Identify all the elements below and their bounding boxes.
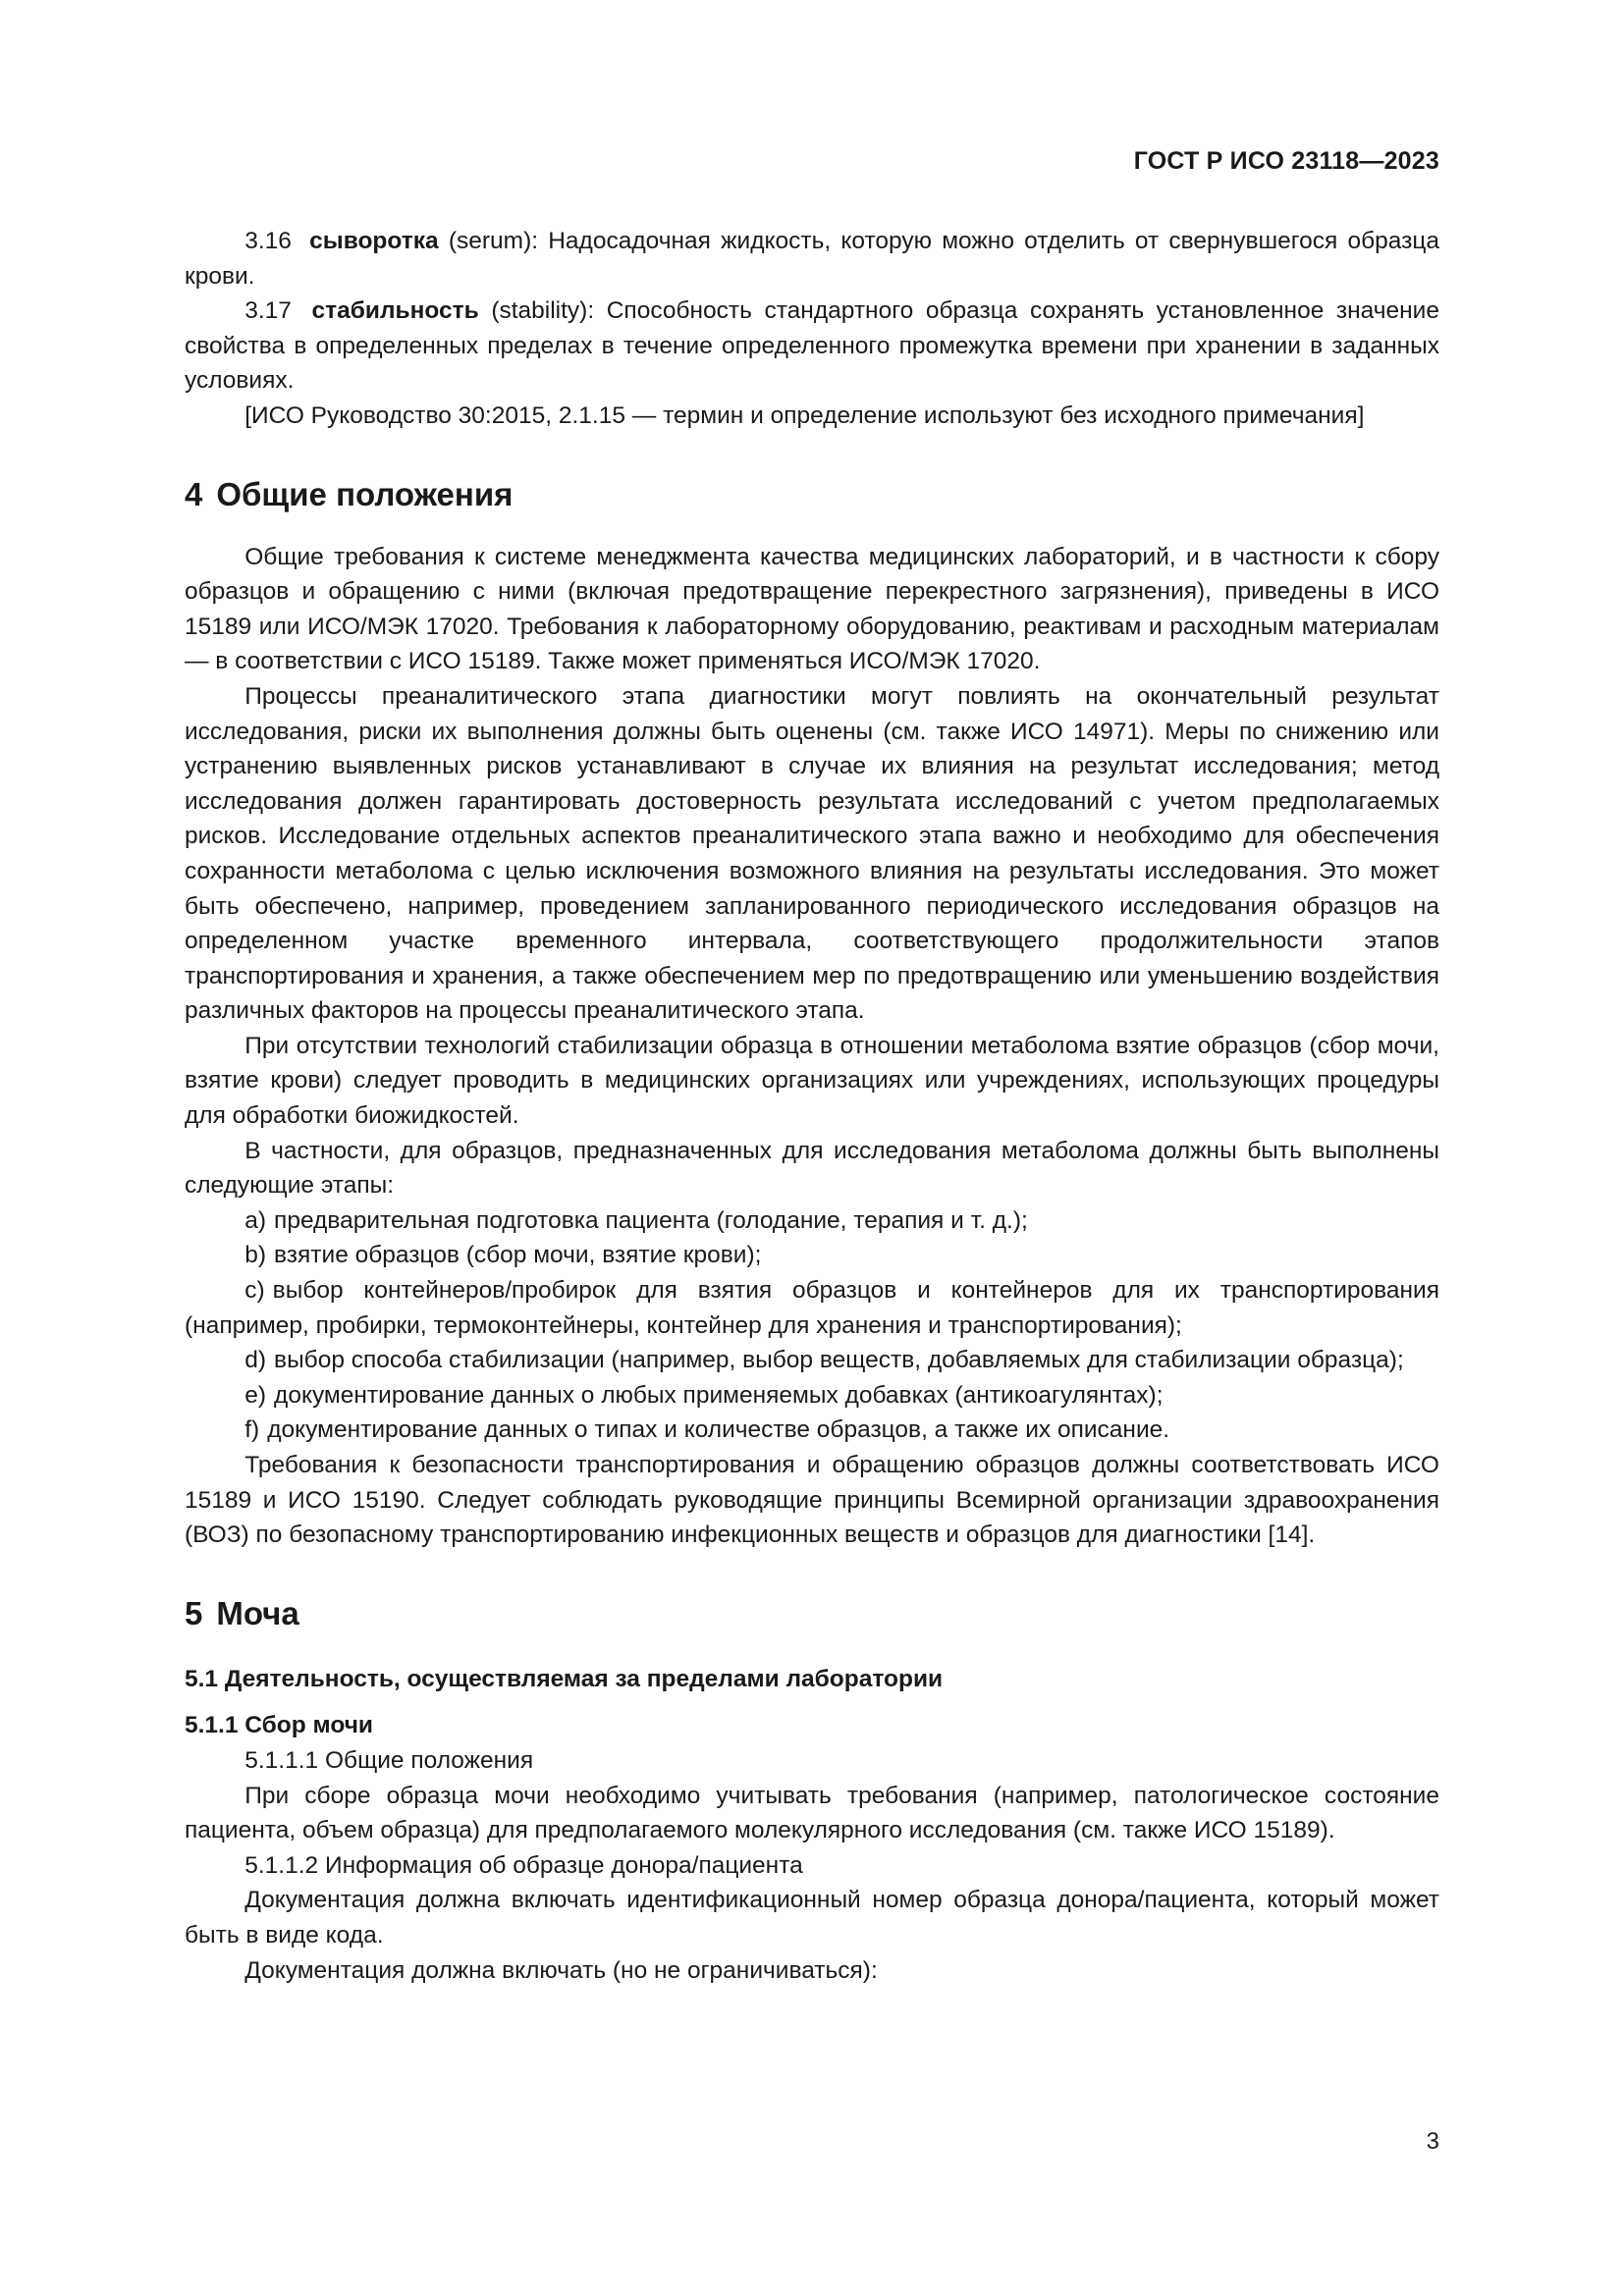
- list-item: [185, 1343, 1439, 1378]
- term-word: сыворотка: [309, 228, 439, 254]
- subsection-5-1-heading: 5.1 Деятельность, осуществляемая за пределами лаборатории: [185, 1665, 944, 1692]
- term-entry-3-16: [185, 224, 1439, 294]
- subsection-5-1-1-heading: 5.1.1 Сбор мочи: [185, 1712, 373, 1739]
- list-letter: b): [244, 1242, 267, 1269]
- section-4-paragraph: Общие требования к системе менеджмента качества медицинских лабораторий, и в частности к сбору образцов и обращению с ними (включая предотвращение перекрестного загрязнения), приведены в ИСО 15189 или ИСО/МЭК 17020. Требования к лабораторному оборудованию, реактивам и расходным материалам — в соответствии с ИСО 15189. Также может применяться ИСО/МЭК 17020.: [185, 543, 1439, 675]
- list-text: предварительная подготовка пациента (голодание, терапия и т. д.);: [274, 1206, 1028, 1234]
- section-4-heading: [185, 473, 1439, 516]
- list-letter: f): [244, 1416, 260, 1444]
- subsection-5-1-1-2-paragraph: Документация должна включать (но не ограничиваться):: [244, 1956, 878, 1984]
- term-definition: (serum): Надосадочная жидкость, которую можно отделить от свернувшегося образца крови.: [185, 228, 1440, 290]
- subsection-5-1-1-2-heading: 5.1.1.2 Информация об образце донора/пациента: [244, 1851, 803, 1879]
- section-4-paragraph: При отсутствии технологий стабилизации образца в отношении метаболома взятие образцов (сбор мочи, взятие крови) следует проводить в медицинских организациях или учреждениях, использующих процедуры для обработки биожидкостей.: [185, 1032, 1439, 1130]
- term-word: стабильность: [311, 297, 479, 325]
- list-text: документирование данных о любых применяемых добавках (антикоагулянтах);: [274, 1381, 1164, 1409]
- list-text: взятие образцов (сбор мочи, взятие крови);: [274, 1242, 762, 1269]
- section-title: Моча: [216, 1594, 299, 1631]
- list-item: [185, 1238, 1439, 1273]
- page-number: 3: [1426, 2128, 1439, 2155]
- term-definition: (stability): Способность стандартного образца сохранять установленное значение свойства в определенных пределах в течение определенного промежутка времени при хранении в заданных условиях.: [185, 297, 1439, 395]
- subsection-5-1-1-1-heading: 5.1.1.1 Общие положения: [244, 1746, 534, 1774]
- section-4-paragraph: В частности, для образцов, предназначенных для исследования метаболома должны быть выполнены следующие этапы:: [185, 1137, 1439, 1200]
- section-number: 5: [185, 1594, 203, 1631]
- term-source-note: [ИСО Руководство 30:2015, 2.1.15 — термин и определение используют без исходного примечания]: [244, 401, 1365, 429]
- list-text: документирование данных о типах и количестве образцов, а также их описание.: [267, 1416, 1170, 1444]
- list-text: выбор контейнеров/пробирок для взятия образцов и контейнеров для их транспортирования (например, пробирки, термоконтейнеры, контейнер для хранения и транспортирования);: [185, 1277, 1439, 1339]
- document-code-header: ГОСТ Р ИСО 23118—2023: [1133, 147, 1439, 175]
- list-item: [185, 1273, 1439, 1343]
- page-content: [185, 224, 1439, 1988]
- list-letter: c): [244, 1277, 265, 1305]
- section-4-paragraph: Процессы преаналитического этапа диагностики могут повлиять на окончательный результат исследования, риски их выполнения должны быть оценены (см. также ИСО 14971). Меры по снижению или устранению выявленных рисков устанавливают в случае их влияния на результат исследования; метод исследования должен гарантировать достоверность результата исследований с учетом предполагаемых рисков. Исследование отдельных аспектов преаналитического этапа важно и необходимо для обеспечения сохранности метаболома с целью исключения возможного влияния на результаты исследования. Это может быть обеспечено, например, проведением запланированного периодического исследования образцов на определенном участке временного интервала, соответствующего продолжительности этапов транспортирования и хранения, а также обеспечением мер по предотвращению или уменьшению воздействия различных факторов на процессы преаналитического этапа.: [185, 682, 1439, 1025]
- list-letter: e): [244, 1381, 267, 1409]
- term-entry-3-17: [185, 294, 1439, 399]
- section-title: Общие положения: [216, 475, 514, 512]
- list-text: выбор способа стабилизации (например, выбор веществ, добавляемых для стабилизации образца);: [274, 1347, 1404, 1374]
- section-4-closing-paragraph: Требования к безопасности транспортирования и обращению образцов должны соответствовать ИСО 15189 и ИСО 15190. Следует соблюдать руководящие принципы Всемирной организации здравоохранения (ВОЗ) по безопасному транспортированию инфекционных веществ и образцов для диагностики [14].: [185, 1452, 1439, 1549]
- section-5-heading: [185, 1592, 1439, 1635]
- section-number: 4: [185, 475, 203, 512]
- list-item: [185, 1378, 1439, 1414]
- list-letter: d): [244, 1347, 267, 1374]
- subsection-5-1-1-2-paragraph: Документация должна включать идентификационный номер образца донора/пациента, который может быть в виде кода.: [185, 1887, 1439, 1949]
- list-item: [185, 1203, 1439, 1239]
- subsection-5-1-1-1-paragraph: При сборе образца мочи необходимо учитывать требования (например, патологическое состояние пациента, объем образца) для предполагаемого молекулярного исследования (см. также ИСО 15189).: [185, 1782, 1439, 1844]
- term-number: 3.17: [244, 297, 292, 325]
- list-item: [185, 1413, 1439, 1448]
- term-number: 3.16: [244, 228, 292, 254]
- list-letter: a): [244, 1206, 267, 1234]
